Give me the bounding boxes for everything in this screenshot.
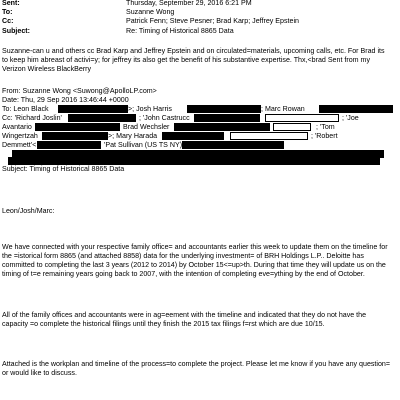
fwd-l5-c: ; 'Robert: [311, 132, 338, 140]
cc-value: Patrick Fenn; Steve Pesner; Brad Karp; Jeffrey Epstein: [126, 17, 299, 25]
redaction-bar: [68, 114, 136, 122]
sent-row: [2, 0, 398, 8]
subject-label: Subject:: [2, 27, 30, 35]
salutation: Leon/Josh/Marc:: [2, 207, 55, 215]
fwd-cc-line-3: [2, 132, 398, 141]
reply-line-2: to keep him abreast of activi=y; for jeffrey its also get the benefit of his substantive expertise. Thx,<brad Sent from my: [2, 56, 371, 64]
fwd-to-b: >; Josh Harris: [128, 105, 172, 113]
fwd-subject-block: [2, 165, 394, 174]
redaction-bar: [8, 157, 380, 165]
cc-row: [2, 17, 398, 26]
redaction-bar: [37, 141, 101, 149]
fwd-to-c: ; Marc Rowan: [261, 105, 305, 113]
fwd-date: Date: Thu, 29 Sep 2016 13:46:44 +0000: [2, 96, 129, 104]
fwd-cc-c: ; 'Joe: [342, 114, 359, 122]
reply-message: [2, 47, 394, 74]
redaction-bar: [187, 105, 261, 113]
fwd-l6-a: Demmett'<: [2, 141, 37, 149]
fwd-l4-c: ; 'Tom: [316, 123, 335, 131]
fwd-from: From: Suzanne Wong <Suwong@ApolloLP.com>: [2, 87, 157, 95]
redaction-bar: [58, 105, 128, 113]
salutation-block: [2, 207, 394, 216]
redaction-bar: [194, 114, 260, 122]
redaction-bar: [162, 132, 224, 140]
subject-value: Re: Timing of Historical 8865 Data: [126, 27, 234, 35]
body-paragraph-3: Attached is the workplan and timeline of the process=to complete the project. Please let me know if you have any question= or would like to discuss.: [2, 360, 391, 377]
fwd-l5-b: >; Mary Harada: [108, 132, 158, 140]
redaction-box: [265, 114, 339, 122]
forwarded-header: [2, 87, 394, 105]
fwd-cc-line-2: [2, 123, 398, 132]
body-paragraph-2: All of the family offices and accountants were in ag=eement with the timeline and indicated that they do not have the capacity =o complete the historical filings until they finish the 2015 tax filings f=rst which are due 10/15.: [2, 311, 367, 328]
redaction-box: [273, 123, 311, 131]
fwd-cc-line: [2, 114, 398, 123]
cc-label: Cc:: [2, 17, 14, 25]
fwd-cc-line-4: [2, 141, 398, 150]
redaction-bar: [35, 123, 120, 131]
fwd-l4-a: Avantario: [2, 123, 32, 131]
fwd-l5-a: Wingertzah: [2, 132, 38, 140]
subject-row: [2, 27, 398, 36]
redaction-bar: [42, 132, 108, 140]
to-value: Suzanne Wong: [126, 8, 175, 16]
reply-line-3: Verizon Wireless BlackBerry: [2, 65, 92, 73]
redaction-bar: [182, 141, 284, 149]
redaction-box: [230, 132, 308, 140]
fwd-to-line: [2, 105, 398, 114]
fwd-subject: Subject: Timing of Historical 8865 Data: [2, 165, 125, 173]
fwd-to-a: To: Leon Black: [2, 105, 49, 113]
fwd-cc-b: ; 'John Castrucc: [139, 114, 190, 122]
sent-value: Thursday, September 29, 2016 6:21 PM: [126, 0, 252, 7]
redaction-bar: [319, 105, 393, 113]
to-row: [2, 8, 398, 17]
fwd-l6-b: 'Pat Sullivan (US TS NY): [104, 141, 183, 149]
body-paragraph-1: We have connected with your respective family office= and accountants earlier this week to update them on the timeline for the =istorical form 8865 (and attached 8858) data for the underlying investment= of BRH Holdings L.P.. Deloitte has committed to completing the last 3 years (2012 to 2014) by October 15<=up>th. During that time they will update us on the timing of t=e remaining years going back to 2007, with the intention of completing eve=ything by the end of October.: [2, 243, 388, 278]
fwd-cc-a: Cc: 'Richard Joslin': [2, 114, 62, 122]
sent-label: Sent:: [2, 0, 20, 7]
redaction-bar: [174, 123, 270, 131]
reply-line-1: Suzanne-can u and others cc Brad Karp and Jeffrey Epstein and on circulated=materials, upcoming calls, etc. For Brad its: [2, 47, 385, 55]
to-label: To:: [2, 8, 13, 16]
fwd-l4-b: Brad Wechsler: [123, 123, 170, 131]
